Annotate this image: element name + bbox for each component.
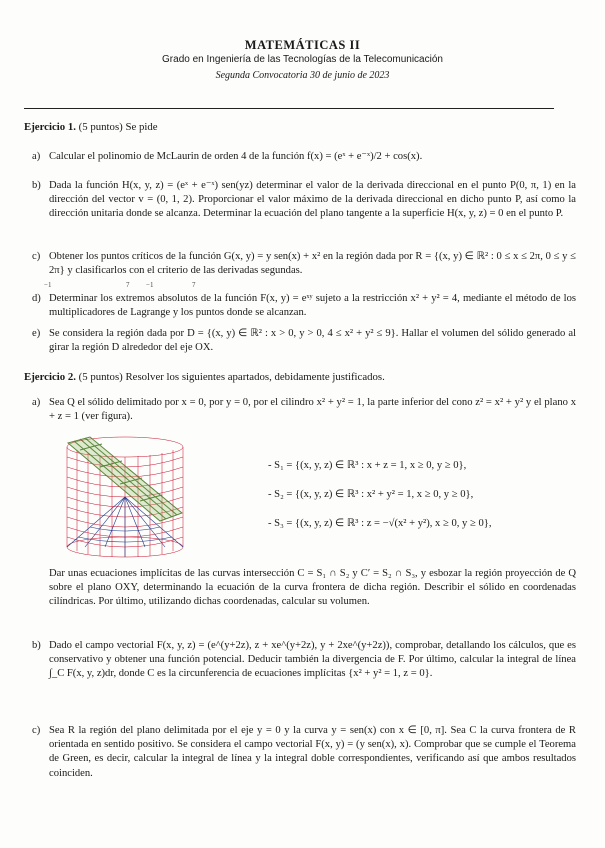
item-label: a) (32, 151, 41, 162)
exam-subtitle: Grado en Ingeniería de las Tecnologías de la Telecomunicación (162, 54, 443, 65)
set-s3: - S₃ = {(x, y, z) ∈ ℝ³ : z = −√(x² + y²), x ≥ 0, y ≥ 0}, (268, 518, 492, 529)
ex1-item-a (34, 150, 576, 164)
item-label: e) (32, 328, 41, 339)
item-label: b) (32, 180, 41, 191)
solid-figure (60, 435, 190, 560)
item-text: Obtener los puntos críticos de la función G(x, y) = y sen(x) + x² en la región dada por R = {(x, y) ∈ ℝ² : 0 ≤ x ≤ 2π, 0 ≤ y ≤ 2π} y clasificarlos con el criterio de las derivadas segundas. (49, 251, 576, 277)
ex1-item-b (34, 179, 576, 222)
ex1-title: Ejercicio 1. (24, 121, 76, 133)
item-label: c) (32, 725, 41, 736)
handwritten-annotation: −1 (44, 281, 52, 289)
item-label: d) (32, 293, 41, 304)
ex2-item-a-continued (34, 567, 576, 610)
item-text: Calcular el polinomio de McLaurin de orden 4 de la función f(x) = (eˣ + e⁻ˣ)/2 + cos(x). (49, 151, 423, 162)
handwritten-annotation: −1 (146, 281, 154, 289)
set-s2: - S₂ = {(x, y, z) ∈ ℝ³ : x² + y² = 1, x ≥ 0, y ≥ 0}, (268, 489, 474, 500)
set-s1: - S₁ = {(x, y, z) ∈ ℝ³ : x + z = 1, x ≥ 0, y ≥ 0}, (268, 460, 467, 471)
item-text: Determinar los extremos absolutos de la función F(x, y) = eˣʸ sujeto a la restricción x² + y² = 4, mediante el método de los multiplicadores de Lagrange y los puntos donde se alcanzan. (49, 293, 576, 319)
exam-title: MATEMÁTICAS II (244, 38, 361, 52)
item-text: Sea R la región del plano delimitada por el eje y = 0 y la curva y = sen(x) con x ∈ [0, π]. Sea C la curva frontera de R orientada en sentido positivo. Se considera el campo vectorial F(x, y) = (y sen(x), x). Comprobar que se cumple el Teorema de Green, es decir, calcular la integral de línea y la integral doble correspondientes, verificando así que ambos resultados coinciden. (49, 725, 576, 779)
ex2-heading (24, 370, 385, 384)
item-text: Dada la función H(x, y, z) = (eˣ + e⁻ˣ) sen(yz) determinar el valor de la derivada direccional en el punto P(0, π, 1) en la dirección del vector v = (0, 1, 2). Proporcionar el valor máximo de la derivada direccional en dicho punto P, así como la dirección unitaria donde se alcanza. Determinar la ecuación del plano tangente a la superficie H(x, y, z) = 0 en el punto P. (49, 180, 576, 220)
item-label: c) (32, 251, 41, 262)
ex1-heading (24, 120, 158, 134)
item-text: Dar unas ecuaciones implícitas de las curvas intersección C = S₁ ∩ S₂ y C′ = S₂ ∩ S₃, y esbozar la región proyección de Q sobre el plano OXY, determinando la ecuación de la curva frontera de dicha región. Describir el sólido en coordenadas cilíndricas. Por último, utilizando dichas coordenadas, calcular su volumen. (49, 568, 576, 608)
handwritten-annotation: 7 (126, 281, 130, 289)
header-rule (24, 108, 554, 109)
item-label: a) (32, 397, 41, 408)
ex1-item-d (34, 292, 576, 320)
ex1-item-c (34, 250, 576, 278)
ex2-item-a (34, 396, 576, 424)
ex2-title: Ejercicio 2. (24, 371, 76, 383)
ex2-item-b (34, 639, 576, 682)
item-text: Se considera la región dada por D = {(x, y) ∈ ℝ² : x > 0, y > 0, 4 ≤ x² + y² ≤ 9}. Hallar el volumen del sólido generado al girar la región D alrededor del eje OX. (49, 328, 576, 354)
ex2-points: (5 puntos) Resolver los siguientes apartados, debidamente justificados. (78, 371, 385, 383)
item-text: Sea Q el sólido delimitado por x = 0, por y = 0, por el cilindro x² + y² = 1, la parte inferior del cono z² = x² + y² y el plano x + z = 1 (ver figura). (49, 397, 576, 423)
exam-date: Segunda Convocatoria 30 de junio de 2023 (215, 70, 390, 81)
item-text: Dado el campo vectorial F(x, y, z) = (e^(y+2z), z + xe^(y+2z), y + 2xe^(y+2z)), comprobar, detallando los cálculos, que es conservativo y obtener una función potencial. Deducir también la divergencia de F. Por último, calcular la integral de línea ∫_C F(x, y, z)dr, donde C es la circunferencia de ecuaciones implícitas {x² + y² = 1, z = 0}. (49, 640, 576, 680)
handwritten-annotation: 7 (192, 281, 196, 289)
ex2-item-c (34, 724, 576, 781)
item-label: b) (32, 640, 41, 651)
ex1-item-e (34, 327, 576, 355)
ex1-points: (5 puntos) Se pide (78, 121, 158, 133)
